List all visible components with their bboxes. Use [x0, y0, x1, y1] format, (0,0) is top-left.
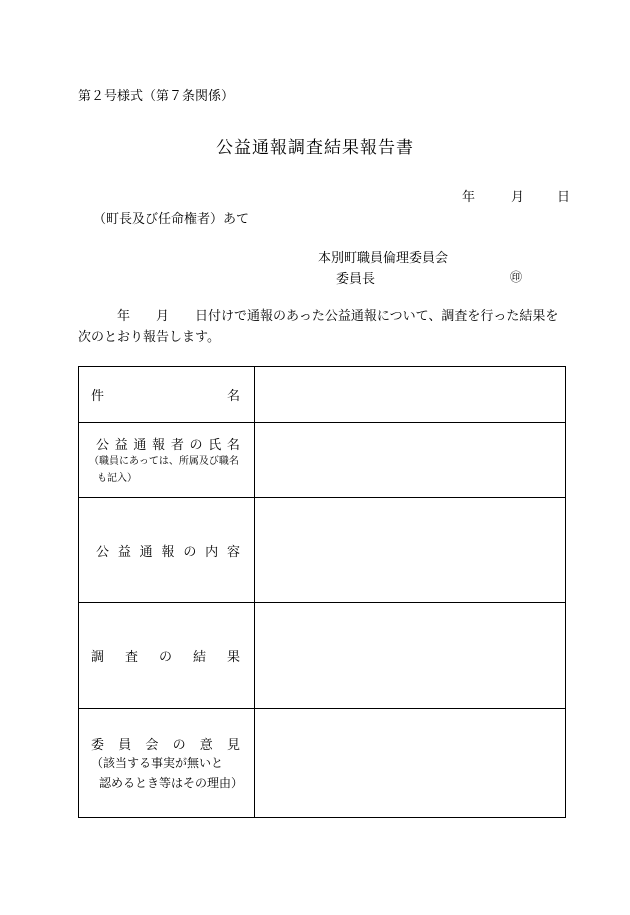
addressee: （町長及び任命権者）あて [93, 212, 250, 227]
label-char: の [158, 650, 172, 665]
chair-title: 委員長 [336, 272, 376, 287]
table-row [79, 603, 566, 709]
label-char: の [183, 544, 197, 560]
row-note: （職員にあっては、所属及び職名 [89, 455, 239, 467]
label-char: 名 [226, 389, 240, 404]
table-row [79, 709, 566, 818]
label-char: 報 [152, 437, 166, 453]
label-char: 見 [226, 737, 240, 753]
row-label [79, 603, 255, 709]
row-label [79, 423, 255, 498]
form-number: 第２号様式（第７条関係） [78, 89, 235, 104]
report-content-field[interactable] [255, 498, 566, 603]
investigation-result-field[interactable] [255, 603, 566, 709]
label-char: の [189, 437, 203, 453]
label-char: 者 [170, 437, 184, 453]
row-note: も記入） [97, 472, 137, 484]
label-char: 員 [118, 737, 132, 753]
label-char: 通 [133, 437, 147, 453]
label-char: 調 [91, 650, 105, 665]
row-label [79, 709, 255, 818]
body-text: 年 月 日付けで通報のあった公益通報について、調査を行った結果を次のとおり報告します。 [78, 309, 559, 345]
committee-name: 本別町職員倫理委員会 [318, 251, 449, 266]
label-char: 委 [91, 737, 105, 753]
table-row [79, 423, 566, 498]
label-char: の [172, 737, 186, 753]
label-char: 氏 [208, 437, 222, 453]
row-label [79, 367, 255, 423]
date-year: 年 [462, 190, 476, 205]
committee-opinion-field[interactable] [255, 709, 566, 818]
label-char: 結 [192, 650, 206, 665]
subject-field[interactable] [255, 367, 566, 423]
label-char: 報 [161, 544, 175, 560]
label-char: 公 [96, 437, 110, 453]
label-char: 名 [226, 437, 240, 453]
date-month: 月 [511, 190, 525, 205]
table-row [79, 498, 566, 603]
label-char: 内 [205, 544, 219, 560]
label-char: 益 [117, 544, 131, 560]
label-char: 査 [124, 650, 138, 665]
report-table [78, 366, 566, 818]
label-char: 会 [145, 737, 159, 753]
row-note: （該当する事実が無いと [91, 755, 224, 770]
label-char: 意 [199, 737, 213, 753]
row-label [79, 498, 255, 603]
label-char: 通 [139, 544, 153, 560]
whistleblower-name-field[interactable] [255, 423, 566, 498]
label-char: 件 [91, 389, 105, 404]
label-char: 果 [226, 650, 240, 665]
date-day: 日 [557, 190, 571, 205]
table-row [79, 367, 566, 423]
date-line [462, 186, 570, 205]
label-char: 容 [226, 544, 240, 560]
label-char: 益 [114, 437, 128, 453]
page-title: 公益通報調査結果報告書 [216, 138, 414, 158]
row-note: 認めるとき等はその理由） [99, 775, 244, 790]
seal-mark: ㊞ [510, 270, 523, 284]
label-char: 公 [96, 544, 110, 560]
